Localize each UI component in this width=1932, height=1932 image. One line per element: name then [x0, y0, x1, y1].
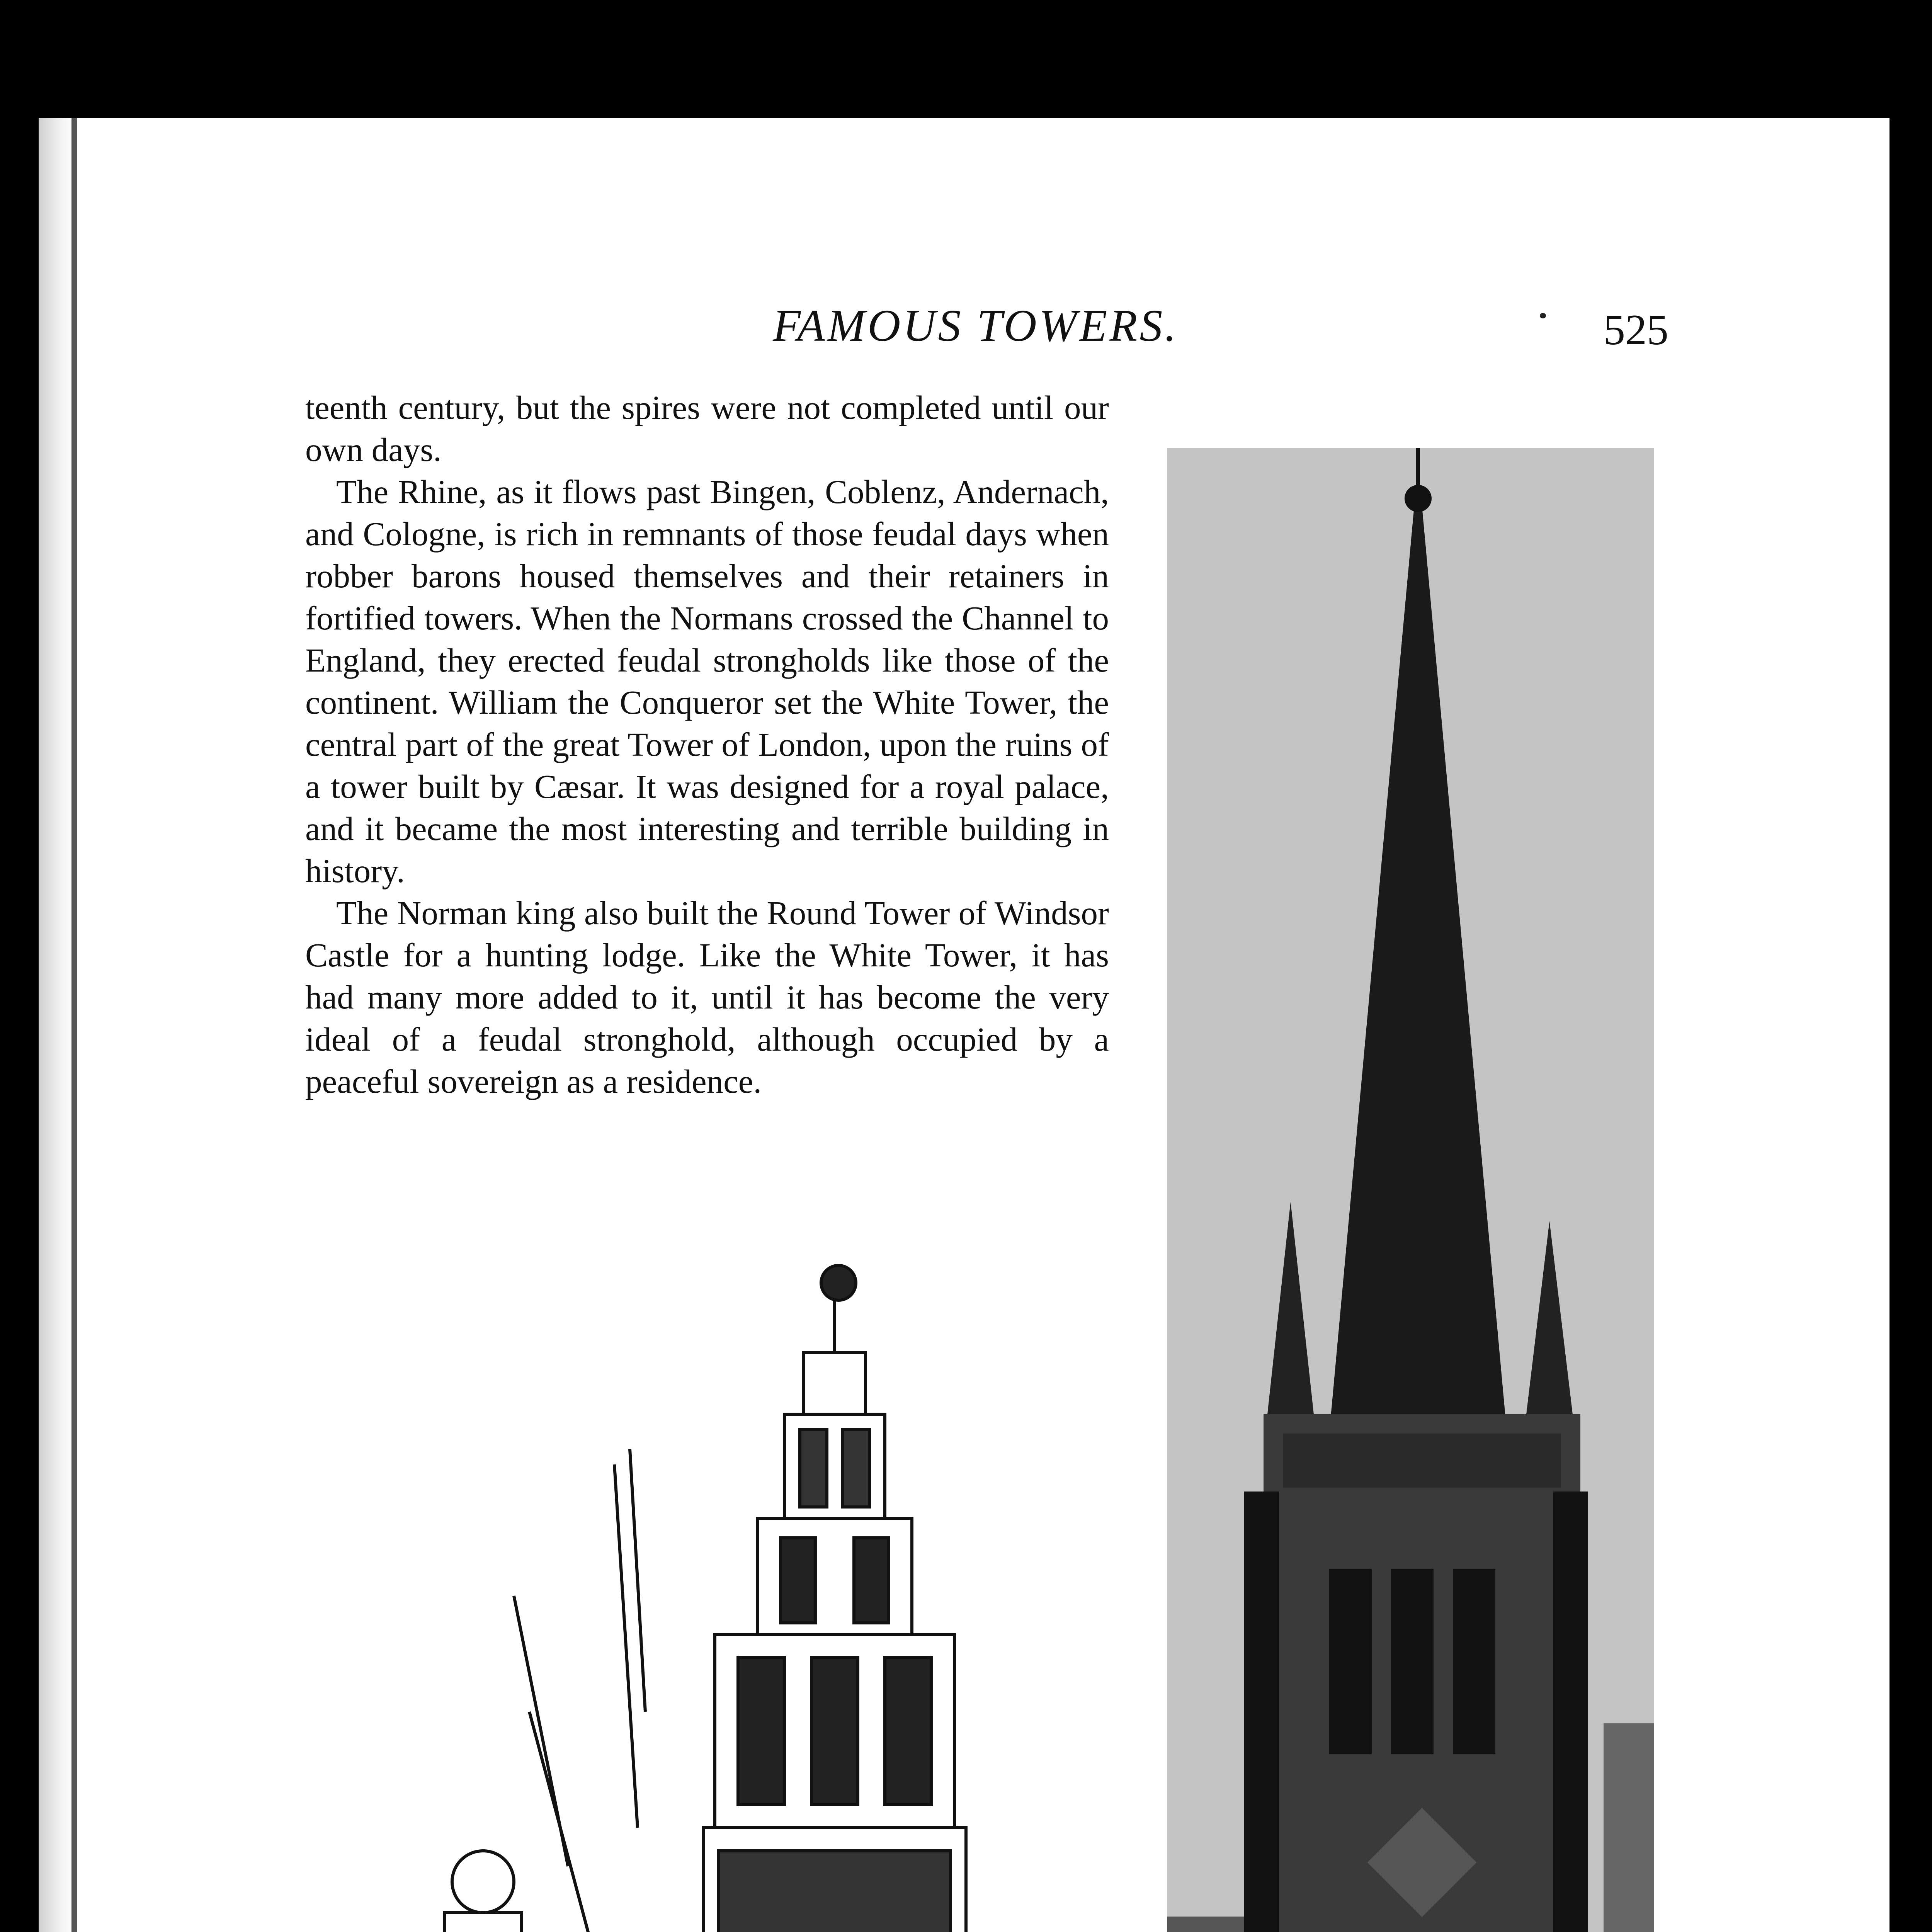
giralda-illustration: [298, 1248, 1117, 1932]
body-text: [305, 386, 1109, 1102]
trinity-drawing: [1167, 448, 1654, 1932]
giralda-drawing: [298, 1248, 1117, 1932]
page-gutter: [39, 118, 75, 1932]
paragraph-3: The Norman king also built the Round Tower of Windsor Castle for a hunting lodge. Like the White Tower, it has had many more added to it, until it has become the very ideal of a feudal stronghold, although occupied by a peaceful sovereign as a residence.: [305, 894, 1109, 1100]
running-title: FAMOUS TOWERS.: [773, 300, 1179, 351]
gutter-edge: [71, 118, 77, 1932]
paragraph-2: The Rhine, as it flows past Bingen, Coblenz, Andernach, and Cologne, is rich in remnants of those feudal days when robber barons housed themselves and their retainers in fortified towers. When the Normans crossed the Channel to England, they erected feudal strongholds like those of the continent. William the Conqueror set the White Tower, the central part of the great Tower of London, upon the ruins of a tower built by Cæsar. It was designed for a royal palace, and it became the most interesting and terrible building in history.: [305, 473, 1109, 889]
paragraph-1: teenth century, but the spires were not completed until our own days.: [305, 389, 1109, 468]
page-number: 525: [1604, 306, 1668, 354]
trinity-church-photo: [1167, 448, 1654, 1932]
ornament-dot: [1540, 313, 1546, 318]
